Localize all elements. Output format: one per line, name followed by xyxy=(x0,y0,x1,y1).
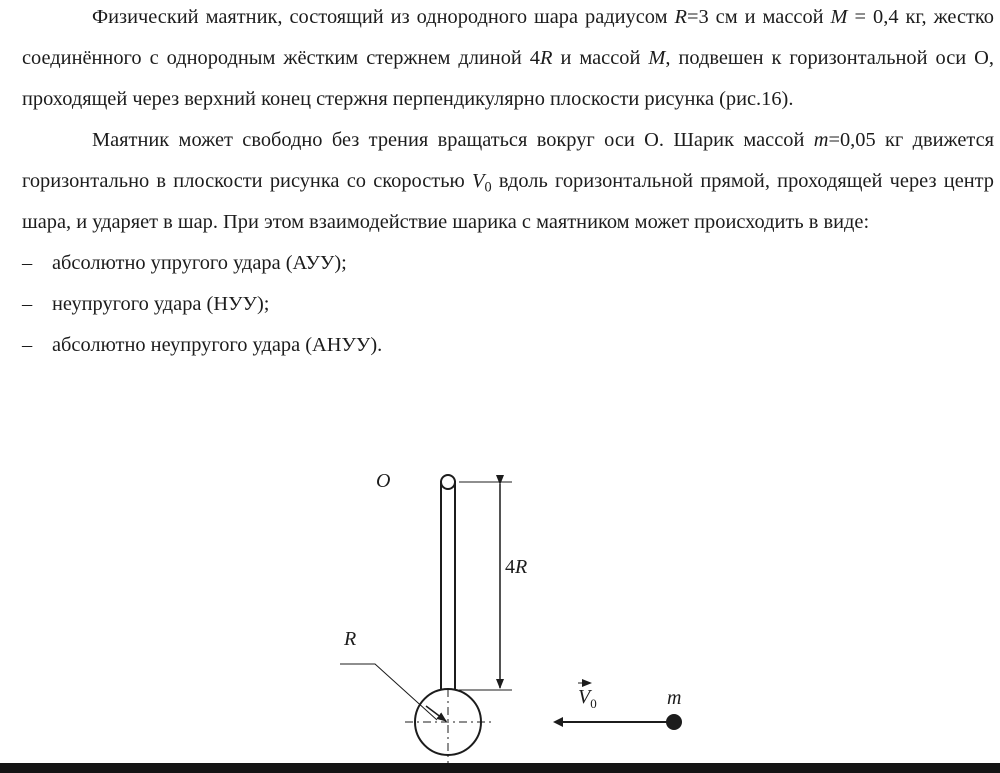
paragraph-2-text-1: Маятник может свободно без трения вращаться вокруг оси О. Шарик массой xyxy=(92,129,814,151)
bottom-dark-bar xyxy=(0,763,1000,773)
paragraph-1-text-3: = 0,4 кг, жестко соединённого с однородным жёстким стержнем длиной 4 xyxy=(22,6,994,69)
paragraph-1-text-1: Физический маятник, состоящий из однородного шара радиусом xyxy=(92,6,675,28)
list-item-text: абсолютно упругого удара (АУУ); xyxy=(52,252,347,274)
label-4R-variable: R xyxy=(515,556,528,578)
label-4R-number: 4 xyxy=(505,556,515,578)
list-dash: – xyxy=(22,334,33,356)
list-dash: – xyxy=(22,293,33,315)
label-V-subscript: 0 xyxy=(590,696,597,711)
radius-arrow xyxy=(426,706,446,721)
var-M-2: M xyxy=(648,47,666,69)
list-item xyxy=(22,284,994,325)
pendulum-ball xyxy=(415,689,481,755)
paragraph-1-text-2: =3 см и массой xyxy=(686,6,831,28)
list-item xyxy=(22,325,994,366)
label-R: R xyxy=(344,628,357,650)
var-V: V xyxy=(472,170,485,192)
list-item-text: неупругого удара (НУУ); xyxy=(52,293,270,315)
paragraph-2-text-3: вдоль горизонтальной прямой, проходящей через центр шара, и ударяет в шар. При этом взаимодействие шарика с маятником может происходить в виде: xyxy=(22,170,995,233)
paragraph-2 xyxy=(22,120,994,243)
problem-text xyxy=(22,0,994,366)
label-O: O xyxy=(376,470,391,492)
label-4R xyxy=(505,556,527,578)
paragraph-1 xyxy=(22,0,994,120)
var-R-2: R xyxy=(540,47,553,69)
paragraph-1-text-4: и массой xyxy=(552,47,649,69)
list-dash: – xyxy=(22,252,33,274)
var-V-subscript: 0 xyxy=(484,179,492,196)
pivot-axis xyxy=(441,475,455,489)
var-R: R xyxy=(674,6,687,28)
paragraph-1-text-5: , подвешен к горизонтальной оси О, проходящей через верхний конец стержня перпендикулярно плоскости рисунка (рис.16). xyxy=(22,47,994,110)
label-V: V xyxy=(578,686,591,708)
paragraph-2-text-2: =0,05 кг движется горизонтально в плоскости рисунка со скоростью xyxy=(22,129,994,192)
var-M: M xyxy=(830,6,848,28)
small-ball-m xyxy=(666,714,682,730)
var-m: m xyxy=(813,129,829,151)
collision-types-list xyxy=(22,243,994,366)
list-item xyxy=(22,243,994,284)
radius-leader-line xyxy=(340,664,437,720)
list-item-text: абсолютно неупругого удара (АНУУ). xyxy=(52,334,383,356)
label-m: m xyxy=(667,687,682,709)
label-V0 xyxy=(578,686,597,711)
